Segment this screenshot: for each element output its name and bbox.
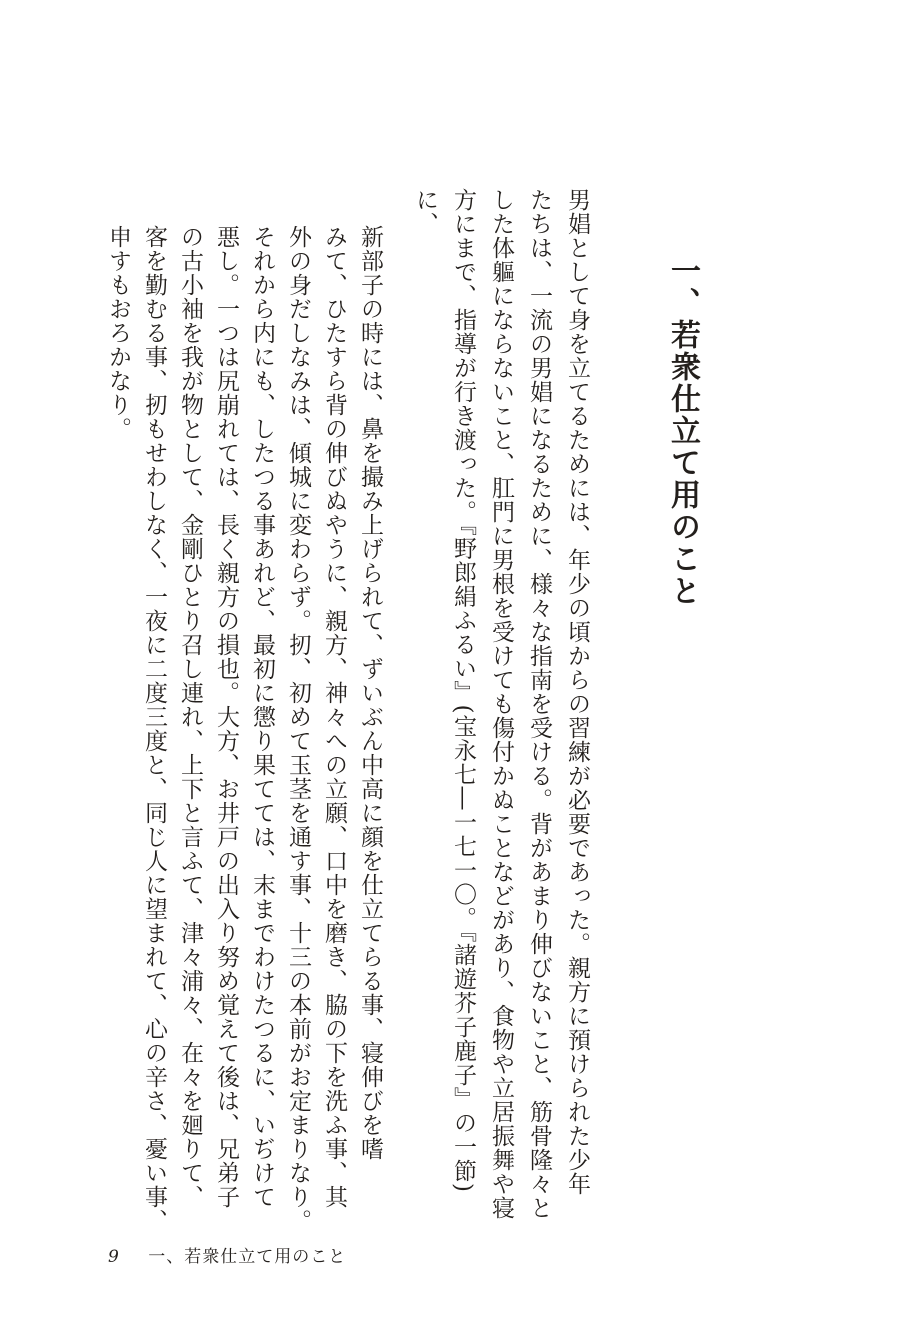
quote-line: 新部子の時には、鼻を撮み上げられて、ずいぶん中高に顔を仕立てらる事、寝伸びを嗜 bbox=[357, 225, 383, 1161]
intro-line: した体軀にならないこと、肛門に男根を受けても傷付かぬことなどがあり、食物や立居振舞や寝 bbox=[488, 188, 514, 1220]
quote-line: みて、ひたすら背の伸びぬやうに、親方、神々への立願、口中を磨き、脇の下を洗ふ事、其 bbox=[321, 225, 347, 1209]
page-number: 9 bbox=[108, 1247, 120, 1267]
running-title: 一、若衆仕立て用のこと bbox=[148, 1247, 347, 1267]
page-footer bbox=[108, 1242, 346, 1267]
quoted-passage bbox=[100, 225, 388, 1233]
quote-line: 客を勤むる事、扨もせわしなく、一夜に二度三度と、同じ人に望まれて、心の辛さ、憂い事、 bbox=[141, 225, 167, 1233]
intro-paragraph bbox=[406, 188, 596, 1220]
intro-line: たちは、一流の男娼になるために、様々な指南を受ける。背があまり伸びないこと、筋骨隆々と bbox=[526, 188, 552, 1220]
intro-line: 男娼として身を立てるためには、年少の頃からの習練が必要であった。親方に預けられた少年 bbox=[564, 188, 590, 1196]
intro-line: 方にまで、指導が行き渡った。『野郎絹ふるい』(宝永七―一七一〇。『諸遊芥子鹿子』の一節) bbox=[450, 188, 476, 1193]
quote-line: の古小袖を我が物として、金剛ひとり召し連れ、上下と言ふて、津々浦々、在々を廻りて、 bbox=[177, 225, 203, 1209]
quote-line: それから内にも、したつる事あれど、最初に懲り果てては、末までわけたつるに、いぢけて bbox=[249, 225, 275, 1209]
quote-line: 外の身だしなみは、傾城に変わらず。扨、初めて玉茎を通す事、十三の本前がお定まりなり。 bbox=[285, 225, 311, 1233]
quote-line: 申すもおろかなり。 bbox=[105, 225, 131, 441]
intro-line: に、 bbox=[412, 188, 438, 236]
section-title: 一、若衆仕立て用のこと bbox=[665, 255, 700, 607]
quote-line: 悪し。一つは尻崩れては、長く親方の損也。大方、お井戸の出入り努め覚えて後は、兄弟子 bbox=[213, 225, 239, 1209]
